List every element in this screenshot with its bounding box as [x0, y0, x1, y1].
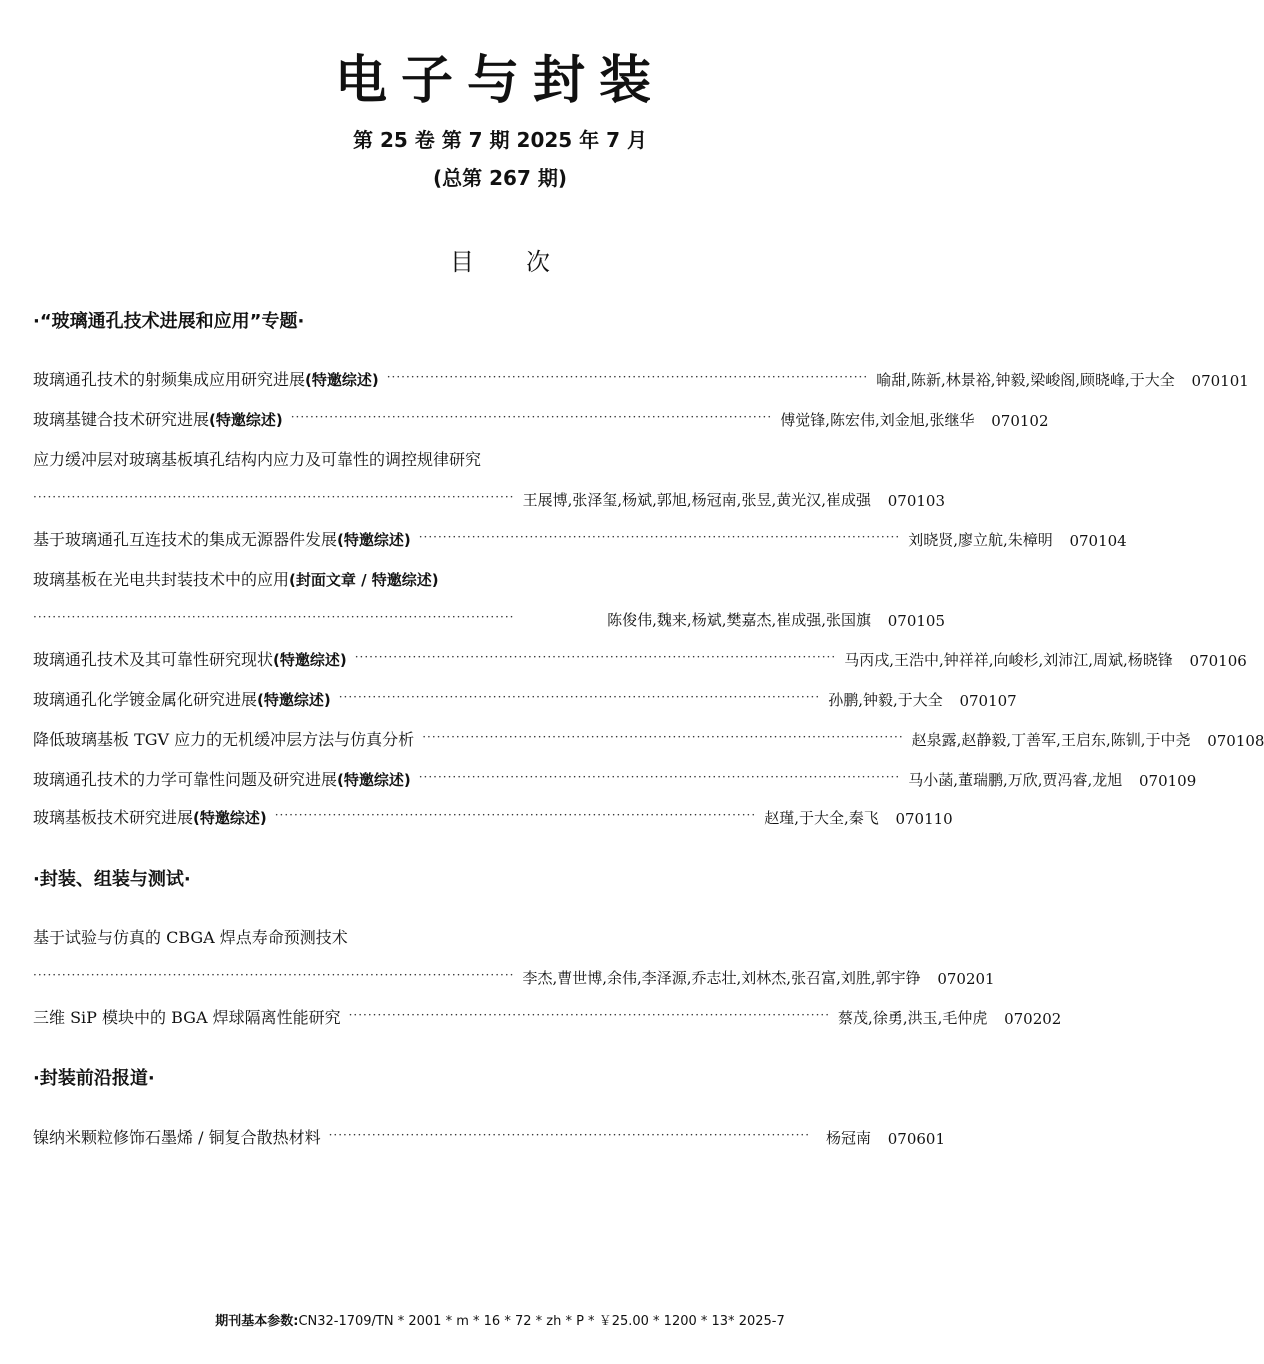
toc-entry[interactable] [33, 684, 1017, 710]
article-authors: 马丙戌,王浩中,钟祥祥,向峻杉,刘沛江,周斌,杨晓锋 [844, 651, 1173, 669]
article-code: 070108 [1207, 732, 1264, 750]
article-authors: 李杰,曹世博,余伟,李泽源,乔志壮,刘林杰,张召富,刘胜,郭宇铮 [522, 969, 921, 987]
section-title-tgv-topic: ·“玻璃通孔技术进展和应用”专题· [33, 311, 305, 332]
article-code: 070103 [887, 492, 945, 510]
toc-entry[interactable] [33, 524, 1127, 550]
article-authors: 陈俊伟,魏来,杨斌,樊嘉杰,崔成强,张国旗 [607, 611, 871, 629]
article-title: 玻璃基键合技术研究进展(特邀综述) [33, 410, 283, 429]
dot-leader: ···································································································· [290, 410, 773, 424]
toc-entry[interactable] [33, 764, 1197, 790]
section-title-frontier-report: ·封装前沿报道· [33, 1068, 155, 1089]
issue-line: 第 25 卷 第 7 期 2025 年 7 月 [353, 128, 647, 152]
article-code: 070104 [1069, 532, 1127, 550]
dot-leader: ···································································································· [33, 610, 515, 624]
article-code: 070107 [959, 692, 1017, 710]
journal-title: 电子与封装 [334, 50, 665, 111]
dot-leader: ···································································································· [274, 808, 757, 822]
footer-label: 期刊基本参数: [215, 1314, 299, 1329]
toc-entry[interactable] [33, 364, 1249, 390]
article-code: 070202 [1004, 1010, 1062, 1028]
article-tag: (封面文章 / 特邀综述) [289, 571, 439, 589]
toc-entry[interactable] [33, 484, 945, 510]
article-code: 070109 [1139, 772, 1197, 790]
article-authors: 赵瑾,于大全,秦飞 [764, 809, 879, 827]
toc-entry[interactable] [33, 802, 953, 828]
article-tag: (特邀综述) [305, 371, 379, 389]
article-title: 基于试验与仿真的 CBGA 焊点寿命预测技术 [33, 928, 348, 947]
toc-entry-title-line[interactable] [33, 922, 945, 948]
article-title: 玻璃通孔技术的力学可靠性问题及研究进展(特邀综述) [33, 770, 411, 789]
article-code: 070101 [1191, 372, 1249, 390]
article-title: 玻璃基板在光电共封装技术中的应用(封面文章 / 特邀综述) [33, 570, 439, 589]
toc-entry[interactable] [33, 724, 1264, 750]
article-title: 应力缓冲层对玻璃基板填孔结构内应力及可靠性的调控规律研究 [33, 450, 482, 469]
dot-leader: ···································································································· [422, 730, 904, 744]
article-tag: (特邀综述) [209, 411, 283, 429]
toc-entry[interactable] [33, 962, 995, 988]
toc-entry[interactable] [33, 1002, 1062, 1028]
article-code: 070106 [1189, 652, 1247, 670]
article-code: 070102 [991, 412, 1049, 430]
article-authors: 喻甜,陈新,林景裕,钟毅,梁峻阁,顾晓峰,于大全 [876, 371, 1175, 389]
article-tag: (特邀综述) [337, 771, 411, 789]
toc-entry[interactable] [33, 644, 1247, 670]
dot-leader: ···································································································· [348, 1008, 831, 1022]
article-title: 基于玻璃通孔互连技术的集成无源器件发展(特邀综述) [33, 530, 411, 549]
toc-entry-title-line[interactable] [33, 564, 945, 590]
article-tag: (特邀综述) [257, 691, 331, 709]
article-authors: 傅觉锋,陈宏伟,刘金旭,张继华 [780, 411, 975, 429]
article-authors: 王展博,张泽玺,杨斌,郭旭,杨冠南,张昱,黄光汉,崔成强 [522, 491, 871, 509]
section-title-packaging-testing: ·封装、组装与测试· [33, 869, 191, 890]
dot-leader: ···································································································· [33, 968, 515, 982]
dot-leader: ···································································································· [354, 650, 837, 664]
article-title: 玻璃通孔化学镀金属化研究进展(特邀综述) [33, 690, 331, 709]
toc-entry[interactable] [33, 404, 1049, 430]
toc-entry-title-line[interactable] [33, 444, 945, 470]
article-code: 070601 [887, 1130, 945, 1148]
article-authors: 刘晓贤,廖立航,朱樟明 [908, 531, 1053, 549]
dot-leader: ···································································································· [418, 530, 901, 544]
article-title: 降低玻璃基板 TGV 应力的无机缓冲层方法与仿真分析 [33, 730, 415, 749]
toc-entry[interactable] [33, 604, 945, 630]
article-tag: (特邀综述) [273, 651, 347, 669]
article-code: 070201 [937, 970, 995, 988]
toc-entry[interactable] [33, 1122, 945, 1148]
article-tag: (特邀综述) [337, 531, 411, 549]
article-authors: 蔡茂,徐勇,洪玉,毛仲虎 [838, 1009, 988, 1027]
journal-parameters [0, 1310, 1000, 1329]
footer-value: CN32-1709/TN * 2001 * m * 16 * 72 * zh * P * ￥25.00 * 1200 * 13* 2025-7 [298, 1314, 785, 1329]
total-issue: (总第 267 期) [433, 166, 567, 190]
dot-leader: ···································································································· [328, 1128, 811, 1142]
dot-leader: ···································································································· [338, 690, 821, 704]
dot-leader: ···································································································· [33, 490, 515, 504]
article-authors: 马小菡,董瑞鹏,万欣,贾冯睿,龙旭 [908, 771, 1123, 789]
article-code: 070105 [887, 612, 945, 630]
article-title: 三维 SiP 模块中的 BGA 焊球隔离性能研究 [33, 1008, 341, 1027]
article-tag: (特邀综述) [193, 809, 267, 827]
article-title: 玻璃通孔技术及其可靠性研究现状(特邀综述) [33, 650, 347, 669]
dot-leader: ···································································································· [386, 370, 869, 384]
article-authors: 杨冠南 [825, 1129, 871, 1147]
article-authors: 赵泉露,赵静毅,丁善军,王启东,陈钏,于中尧 [911, 731, 1191, 749]
article-title: 玻璃通孔技术的射频集成应用研究进展(特邀综述) [33, 370, 379, 389]
toc-heading: 目次 [450, 248, 602, 276]
article-code: 070110 [895, 810, 953, 828]
dot-leader: ···································································································· [418, 770, 901, 784]
article-authors: 孙鹏,钟毅,于大全 [828, 691, 943, 709]
article-title: 镍纳米颗粒修饰石墨烯 / 铜复合散热材料 [33, 1128, 321, 1147]
article-title: 玻璃基板技术研究进展(特邀综述) [33, 808, 267, 827]
